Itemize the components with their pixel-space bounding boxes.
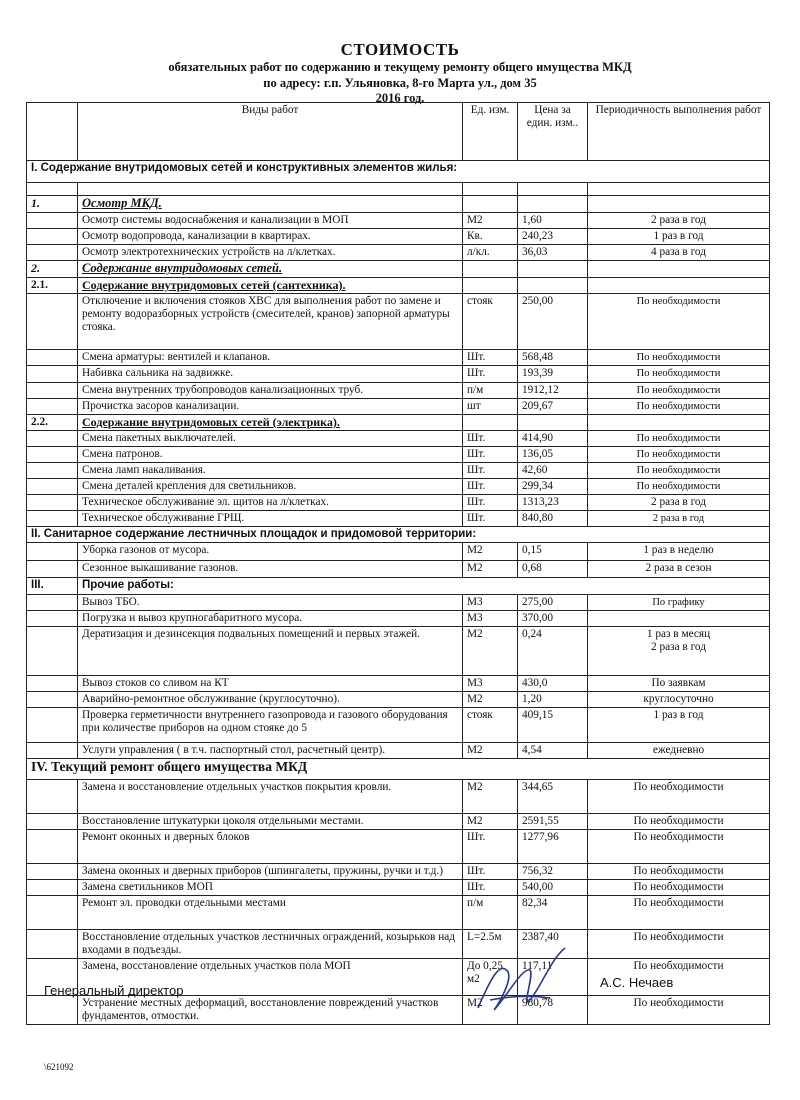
table-row [27, 676, 770, 692]
unit-cell: Кв. [463, 229, 518, 245]
spacer-row [27, 183, 770, 196]
signature [470, 940, 580, 1020]
table-row [27, 830, 770, 864]
table-row [27, 366, 770, 383]
period-cell [588, 261, 770, 278]
table-row [27, 864, 770, 880]
period-cell: По необходимости [588, 896, 770, 930]
work-name: Замена и восстановление отдельных участков покрытия кровли. [78, 780, 463, 814]
price-cell: 568,48 [518, 350, 588, 366]
table-row [27, 447, 770, 463]
unit-cell: Шт. [463, 463, 518, 479]
period-cell: По необходимости [588, 780, 770, 814]
unit-cell: Шт. [463, 447, 518, 463]
row-number [27, 814, 78, 830]
row-number [27, 366, 78, 383]
work-name: Прочистка засоров канализации. [78, 399, 463, 415]
price-cell: 1,20 [518, 692, 588, 708]
row-number [27, 880, 78, 896]
price-cell: 370,00 [518, 611, 588, 627]
unit-cell: М3 [463, 676, 518, 692]
signatory-position: Генеральный директор [44, 983, 184, 998]
header-unit: Ед. изм. [463, 103, 518, 161]
header-price: Цена за един. изм.. [518, 103, 588, 161]
period-cell: По необходимости [588, 830, 770, 864]
price-cell: 82,34 [518, 896, 588, 930]
group-number: 1. [27, 196, 78, 213]
row-number [27, 611, 78, 627]
price-cell: 36,03 [518, 245, 588, 261]
unit-cell: М2 [463, 213, 518, 229]
row-number [27, 431, 78, 447]
work-name: Смена деталей крепления для светильников. [78, 479, 463, 495]
price-cell [518, 415, 588, 431]
work-name: Уборка газонов от мусора. [78, 543, 463, 561]
row-number [27, 511, 78, 527]
work-name: Восстановление отдельных участков лестничных ограждений, козырьков над входами в подъезды. [78, 930, 463, 959]
row-number [27, 561, 78, 578]
unit-cell: М2 [463, 780, 518, 814]
period-cell: 1 раз в неделю [588, 543, 770, 561]
work-name: Техническое обслуживание ГРЩ. [78, 511, 463, 527]
row-number [27, 463, 78, 479]
work-name: Ремонт эл. проводки отдельными местами [78, 896, 463, 930]
price-cell: 2387,40 [518, 930, 588, 959]
group-number: 2.1. [27, 278, 78, 294]
work-name: Смена пакетных выключателей. [78, 431, 463, 447]
period-cell: По необходимости [588, 350, 770, 366]
section-row [27, 161, 770, 183]
price-cell: 275,00 [518, 595, 588, 611]
period-cell: По необходимости [588, 463, 770, 479]
group-row [27, 261, 770, 278]
unit-cell: л/кл. [463, 245, 518, 261]
price-cell: 1313,23 [518, 495, 588, 511]
work-name: Осмотр электротехнических устройств на л/клетках. [78, 245, 463, 261]
period-cell: По необходимости [588, 399, 770, 415]
row-number [27, 495, 78, 511]
price-cell: 430,0 [518, 676, 588, 692]
section-row [27, 759, 770, 780]
period-cell: По необходимости [588, 366, 770, 383]
price-cell [518, 278, 588, 294]
row-number [27, 383, 78, 399]
row-number [27, 399, 78, 415]
period-cell: По графику [588, 595, 770, 611]
unit-cell: Шт. [463, 830, 518, 864]
work-name: Осмотр водопровода, канализации в квартирах. [78, 229, 463, 245]
work-name: Отключение и включения стояков ХВС для выполнения работ по замене и ремонту водоразборных устройств (смесителей, кранов) запорной арматуры стояка. [78, 294, 463, 350]
unit-cell: До 0,25 м2 [463, 959, 518, 996]
row-number [27, 213, 78, 229]
unit-cell: М3 [463, 611, 518, 627]
table-row [27, 463, 770, 479]
period-cell: 2 раза в год [588, 511, 770, 527]
work-name: Замена, восстановление отдельных участков пола МОП [78, 959, 463, 996]
table-header-row [27, 103, 770, 161]
row-number [27, 743, 78, 759]
period-cell: По необходимости [588, 880, 770, 896]
unit-cell: М2 [463, 543, 518, 561]
unit-cell: Шт. [463, 431, 518, 447]
work-name: Осмотр системы водоснабжения и канализации в МОП [78, 213, 463, 229]
unit-cell [463, 261, 518, 278]
price-cell: 409,15 [518, 708, 588, 743]
works-table [26, 102, 770, 1025]
unit-cell: Шт. [463, 366, 518, 383]
period-cell: По необходимости [588, 294, 770, 350]
price-cell: 344,65 [518, 780, 588, 814]
row-number [27, 780, 78, 814]
period-cell [588, 415, 770, 431]
table-row [27, 543, 770, 561]
period-cell: По необходимости [588, 383, 770, 399]
work-name: Ремонт оконных и дверных блоков [78, 830, 463, 864]
price-cell: 1277,96 [518, 830, 588, 864]
period-cell: По необходимости [588, 930, 770, 959]
work-name: Восстановление штукатурки цоколя отдельными местами. [78, 814, 463, 830]
unit-cell [463, 278, 518, 294]
section-heading: I. Содержание внутридомовых сетей и конструктивных элементов жилья: [27, 161, 770, 183]
unit-cell: L=2.5м [463, 930, 518, 959]
work-name: Набивка сальника на задвижке. [78, 366, 463, 383]
period-cell: По необходимости [588, 959, 770, 996]
period-cell: По необходимости [588, 447, 770, 463]
period-cell: По необходимости [588, 479, 770, 495]
price-cell: 540,00 [518, 880, 588, 896]
work-name: Вывоз стоков со сливом на КТ [78, 676, 463, 692]
period-cell: 1 раз в год [588, 708, 770, 743]
group-row [27, 278, 770, 294]
unit-cell: Шт. [463, 880, 518, 896]
table-row [27, 294, 770, 350]
price-cell [518, 196, 588, 213]
price-cell: 0,68 [518, 561, 588, 578]
row-number [27, 294, 78, 350]
empty-cell [78, 183, 463, 196]
period-cell: круглосуточно [588, 692, 770, 708]
table-row [27, 708, 770, 743]
work-name: Устранение местных деформаций, восстановление повреждений участков фундаментов, отмостки. [78, 996, 463, 1025]
unit-cell: стояк [463, 294, 518, 350]
price-cell: 240,23 [518, 229, 588, 245]
row-number [27, 245, 78, 261]
table-row [27, 595, 770, 611]
unit-cell: шт [463, 399, 518, 415]
empty-cell [27, 183, 78, 196]
price-cell: 299,34 [518, 479, 588, 495]
group-name: Осмотр МКД. [78, 196, 463, 213]
price-cell [518, 261, 588, 278]
header-period: Периодичность выполнения работ [588, 103, 770, 161]
period-cell: 1 раз в год [588, 229, 770, 245]
work-name: Дератизация и дезинсекция подвальных помещений и первых этажей. [78, 627, 463, 676]
unit-cell: Шт. [463, 511, 518, 527]
section-number: III. [27, 578, 78, 595]
row-number [27, 830, 78, 864]
work-name: Погрузка и вывоз крупногабаритного мусора. [78, 611, 463, 627]
unit-cell: Шт. [463, 495, 518, 511]
table-row [27, 561, 770, 578]
price-cell: 980,78 [518, 996, 588, 1025]
unit-cell: п/м [463, 896, 518, 930]
row-number [27, 627, 78, 676]
period-cell: По необходимости [588, 431, 770, 447]
period-cell: ежедневно [588, 743, 770, 759]
work-name: Сезонное выкашивание газонов. [78, 561, 463, 578]
period-cell: По заявкам [588, 676, 770, 692]
price-cell: 2591,55 [518, 814, 588, 830]
period-cell: 2 раза в год [588, 213, 770, 229]
price-cell: 250,00 [518, 294, 588, 350]
unit-cell: Шт. [463, 479, 518, 495]
unit-cell: М3 [463, 595, 518, 611]
period-cell: 1 раз в месяц 2 раза в год [588, 627, 770, 676]
price-cell: 414,90 [518, 431, 588, 447]
period-cell: По необходимости [588, 996, 770, 1025]
table-row [27, 431, 770, 447]
section-heading: IV. Текущий ремонт общего имущества МКД [27, 759, 770, 780]
group-name: Содержание внутридомовых сетей (электрика). [78, 415, 463, 431]
work-name: Замена оконных и дверных приборов (шпингалеты, пружины, ручки и т.д.) [78, 864, 463, 880]
row-number [27, 479, 78, 495]
table-row [27, 692, 770, 708]
price-cell: 0,15 [518, 543, 588, 561]
table-row [27, 383, 770, 399]
row-number [27, 896, 78, 930]
row-number [27, 543, 78, 561]
work-name: Аварийно-ремонтное обслуживание (круглосуточно). [78, 692, 463, 708]
row-number [27, 350, 78, 366]
row-number [27, 676, 78, 692]
unit-cell: М2 [463, 692, 518, 708]
row-number [27, 447, 78, 463]
period-cell: По необходимости [588, 814, 770, 830]
section-heading: Прочие работы: [78, 578, 770, 595]
group-number: 2.2. [27, 415, 78, 431]
unit-cell: М2 [463, 814, 518, 830]
section-heading: II. Санитарное содержание лестничных площадок и придомовой территории: [27, 527, 770, 543]
price-cell: 840,80 [518, 511, 588, 527]
table-row [27, 399, 770, 415]
table-row [27, 611, 770, 627]
period-cell: 4 раза в год [588, 245, 770, 261]
group-row [27, 196, 770, 213]
price-cell: 42,60 [518, 463, 588, 479]
unit-cell: М2 [463, 627, 518, 676]
table-row [27, 213, 770, 229]
row-number [27, 595, 78, 611]
price-cell: 0,24 [518, 627, 588, 676]
unit-cell [463, 196, 518, 213]
price-cell: 1,60 [518, 213, 588, 229]
price-cell: 209,67 [518, 399, 588, 415]
work-name: Смена внутренних трубопроводов канализационных труб. [78, 383, 463, 399]
section-row [27, 578, 770, 595]
table-row [27, 930, 770, 959]
work-name: Смена арматуры: вентилей и клапанов. [78, 350, 463, 366]
empty-cell [518, 183, 588, 196]
period-cell: 2 раза в год [588, 495, 770, 511]
table-row [27, 996, 770, 1025]
work-name: Проверка герметичности внутреннего газопровода и газового оборудования при количестве приборов на одном стояке до 5 [78, 708, 463, 743]
group-row [27, 415, 770, 431]
work-name: Замена светильников МОП [78, 880, 463, 896]
table-row [27, 814, 770, 830]
work-name: Услуги управления ( в т.ч. паспортный стол, расчетный центр). [78, 743, 463, 759]
price-cell: 756,32 [518, 864, 588, 880]
price-cell: 4,54 [518, 743, 588, 759]
unit-cell: М2 [463, 996, 518, 1025]
unit-cell [463, 415, 518, 431]
section-row [27, 527, 770, 543]
unit-cell: Шт. [463, 864, 518, 880]
row-number [27, 229, 78, 245]
period-cell: По необходимости [588, 864, 770, 880]
document-year: 2016 год. [375, 91, 425, 105]
period-cell [588, 196, 770, 213]
table-row [27, 245, 770, 261]
table-row [27, 495, 770, 511]
empty-cell [588, 183, 770, 196]
group-name: Содержание внутридомовых сетей (сантехника). [78, 278, 463, 294]
table-row [27, 479, 770, 495]
work-name: Смена ламп накаливания. [78, 463, 463, 479]
group-name: Содержание внутридомовых сетей. [78, 261, 463, 278]
price-cell: 136,05 [518, 447, 588, 463]
unit-cell: М2 [463, 561, 518, 578]
row-number [27, 864, 78, 880]
unit-cell: стояк [463, 708, 518, 743]
work-name: Вывоз ТБО. [78, 595, 463, 611]
table-row [27, 229, 770, 245]
unit-cell: Шт. [463, 350, 518, 366]
header-works: Виды работ [78, 103, 463, 161]
unit-cell: п/м [463, 383, 518, 399]
table-row [27, 350, 770, 366]
price-cell: 193,39 [518, 366, 588, 383]
table-row [27, 627, 770, 676]
period-cell: 2 раза в сезон [588, 561, 770, 578]
table-row [27, 780, 770, 814]
table-row [27, 743, 770, 759]
period-cell [588, 611, 770, 627]
row-number [27, 708, 78, 743]
table-row [27, 511, 770, 527]
header-num-cell [27, 103, 78, 161]
price-cell: 117,11 [518, 959, 588, 996]
row-number [27, 996, 78, 1025]
row-number [27, 930, 78, 959]
unit-cell: М2 [463, 743, 518, 759]
document-subtitle: обязательных работ по содержанию и текущему ремонту общего имущества МКД [168, 60, 632, 74]
price-cell: 1912,12 [518, 383, 588, 399]
document-address: по адресу: г.п. Ульяновка, 8-го Марта ул., дом 35 [263, 76, 537, 90]
group-number: 2. [27, 261, 78, 278]
document-code: \621092 [44, 1062, 74, 1072]
signatory-name: А.С. Нечаев [600, 975, 674, 990]
table-row [27, 896, 770, 930]
work-name: Техническое обслуживание эл. щитов на л/клетках. [78, 495, 463, 511]
work-name: Смена патронов. [78, 447, 463, 463]
table-row [27, 880, 770, 896]
period-cell [588, 278, 770, 294]
document-title: СТОИМОСТЬ [340, 40, 460, 59]
empty-cell [463, 183, 518, 196]
row-number [27, 692, 78, 708]
